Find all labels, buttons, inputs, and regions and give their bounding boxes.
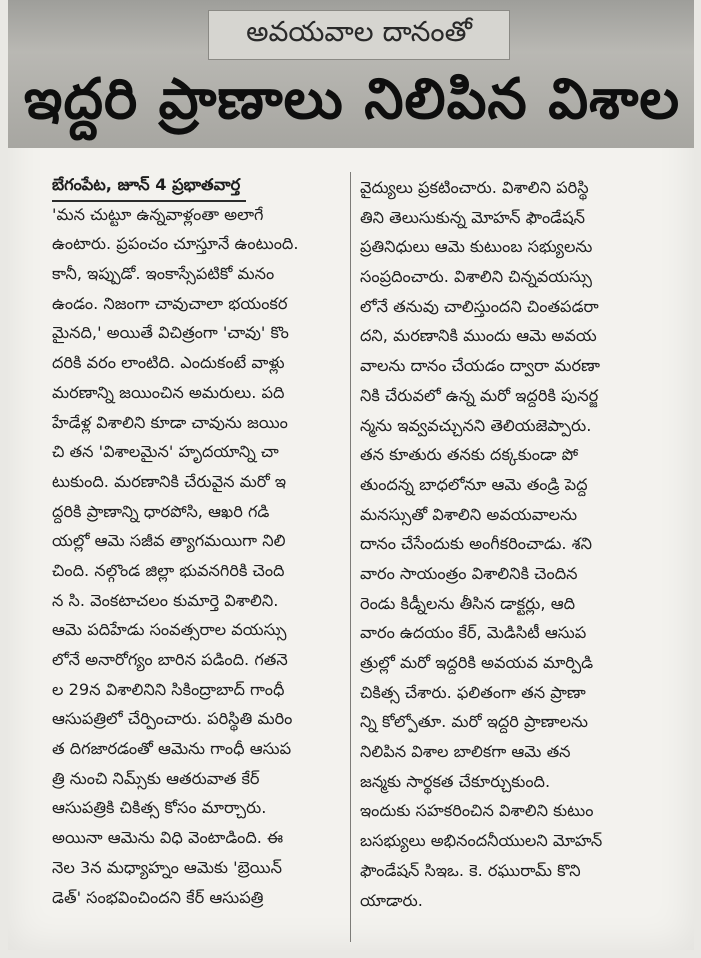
dateline: బేగంపేట, జూన్ 4 ప్రభాతవార్త (52, 170, 246, 202)
article-line: దానం చేసేందుకు అంగీకరించాడు. శని (360, 534, 592, 554)
article-line: అయినా ఆమెను విధి వెంటాడింది. ఈ (52, 828, 284, 848)
article-line: న్మను ఇవ్వవచ్చునని తెలియజెప్పారు. (360, 415, 592, 435)
article-line: తన కూతురు తనకు దక్కకుండా పో (360, 445, 579, 465)
article-line: ఆసుపత్రిలో చేర్పించారు. పరిస్థితి మరిం (52, 709, 293, 729)
article-line: ప్రతినిధులు ఆమె కుటుంబ సభ్యులను (360, 237, 593, 257)
article-line: దని, మరణానికి ముందు ఆమె అవయ (360, 326, 597, 346)
article-line: ఉంటారు. ప్రపంచం చూస్తూనే ఉంటుంది. (52, 234, 299, 254)
article-column-right (360, 173, 656, 915)
article-line: చింది. నల్గొండ జిల్లా భువనగిరికి చెంది (52, 560, 285, 580)
article-line: న్ని కోల్పోతూ. మరో ఇద్దరి ప్రాణాలను (360, 712, 589, 732)
newspaper-clipping (8, 0, 694, 950)
article-line: దరికి వరం లాంటిది. ఎందుకంటే వాళ్లు (52, 353, 285, 373)
article-line: మరణాన్ని జయించిన అమరులు. పది (52, 382, 285, 402)
article-line: నిలిపిన విశాల బాలికగా ఆమె తన (360, 742, 571, 762)
article-line: లోనే తనువు చాలిస్తుందని చింతపడరా (360, 296, 599, 316)
article-line: త దిగజారడంతో ఆమెను గాంధీ ఆసుప (52, 739, 292, 759)
article-line: డెత్' సంభవించిందని కేర్ ఆసుపత్రి (52, 887, 264, 907)
article-line: కానీ, ఇప్పుడో. ఇంకాస్సేపటికో మనం (52, 264, 275, 284)
article-line: లోనే అనారోగ్యం బారిన పడింది. గతనె (52, 650, 288, 669)
article-line: ఆమె పదిహేడు సంవత్సరాల వయస్సు (52, 620, 287, 640)
article-line: ద్దరికి ప్రాణాన్ని ధారపోసి, ఆఖరి గడి (52, 501, 270, 521)
article-line: 'మన చుట్టూ ఉన్నవాళ్లంతా అలాగే (52, 204, 264, 224)
article-line: వారం ఉదయం కేర్, మెడిసిటీ ఆసుప (360, 623, 587, 643)
article-line: ఇందుకు సహకరించిన విశాలిని కుటుం (360, 801, 594, 821)
article-line: తిని తెలుసుకున్న మోహన్ ఫౌండేషన్ (360, 207, 586, 227)
article-line: బసభ్యులు అభినందనీయులని మోహన్ (360, 831, 603, 851)
column-divider (350, 172, 351, 942)
article-line: ఆసుపత్రికి చికిత్స కోసం మార్చారు. (52, 798, 267, 818)
article-line: వాలను దానం చేయడం ద్వారా మరణా (360, 356, 600, 376)
article-column-left (52, 170, 348, 912)
article-line: సంప్రదించారు. విశాలిని చిన్నవయస్సు (360, 267, 592, 287)
headline: ఇద్దరి ప్రాణాలు నిలిపిన విశాల (23, 66, 681, 132)
article-line: మనస్సుతో విశాలిని అవయవాలను (360, 504, 578, 524)
article-line: టుకుంది. మరణానికి చేరువైన మరో ఇ (52, 471, 287, 491)
article-line: చి తన 'విశాలమైన' హృదయాన్ని చా (52, 442, 279, 462)
article-line: ఫౌండేషన్ సిఇఒ. కె. రఘురామ్ కొని (360, 860, 581, 880)
article-line: వారం సాయంత్రం విశాలినికి చెందిన (360, 563, 578, 583)
article-line: నికి చేరువలో ఉన్న మరో ఇద్దరికి పునర్జ (360, 385, 599, 405)
article-line: యల్లో ఆమె సజీవ త్యాగమయిగా నిలి (52, 531, 286, 551)
article-line: తుందన్న బాధలోనూ ఆమె తండ్రి పెద్ద (360, 474, 588, 494)
article-line: ల 29న విశాలినిని సికింద్రాబాద్ గాంధీ (52, 679, 285, 699)
article-line: రెండు కిడ్నీలను తీసిన డాక్టర్లు, ఆది (360, 593, 576, 613)
article-line: న సి. వెంకటాచలం కుమార్తె విశాలిని. (52, 590, 279, 610)
kicker: అవయవాల దానంతో (246, 15, 472, 48)
article-line: నెల 3న మధ్యాహ్నం ఆమెకు 'బ్రెయిన్ (52, 857, 282, 877)
article-line: మైనది,' అయితే విచిత్రంగా 'చావు' కొం (52, 323, 289, 343)
article-line: హేడేళ్ల విశాలిని కూడా చావును జయిం (52, 412, 288, 432)
article-line: చికిత్స చేశారు. ఫలితంగా తన ప్రాణా (360, 682, 586, 702)
article-line: వైద్యులు ప్రకటించారు. విశాలిని పరిస్థి (360, 178, 589, 197)
article-line: యాడారు. (360, 890, 423, 910)
article-line: జన్మకు సార్థకత చేకూర్చుకుంది. (360, 771, 551, 791)
headline-band (8, 0, 694, 148)
kicker-box (208, 10, 510, 60)
article-line: ఉండం. నిజంగా చావుచాలా భయంకర (52, 293, 288, 313)
article-line: త్రుల్లో మరో ఇద్దరికి అవయవ మార్పిడి (360, 653, 594, 672)
article-line: త్రి నుంచి నిమ్స్‌కు ఆతరువాత కేర్ (52, 768, 260, 788)
